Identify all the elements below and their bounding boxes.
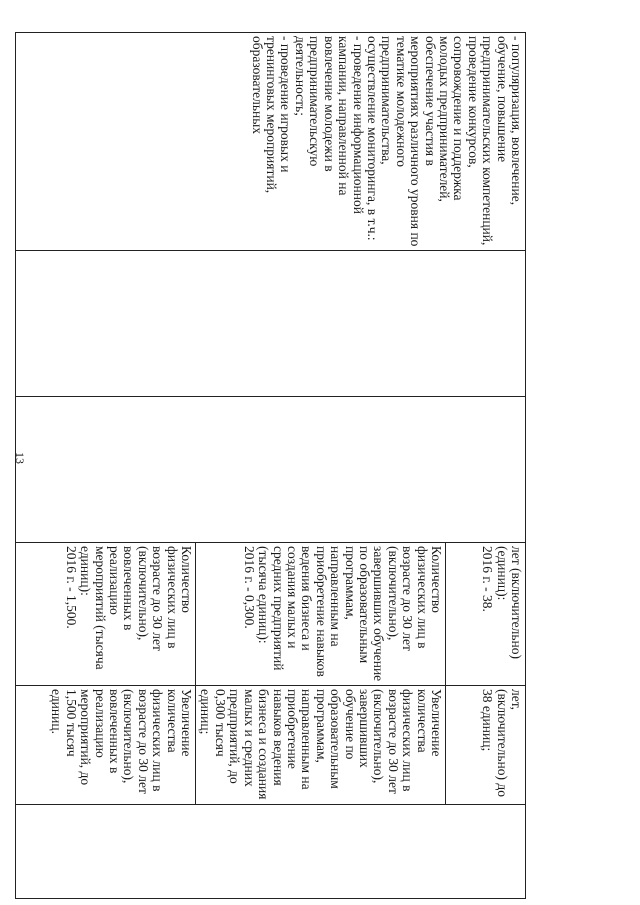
indicator-cell: лет (включительно) (единиц): 2016 г. - 38. bbox=[446, 543, 526, 686]
indicator-cell: Количество физических лиц в возрасте до 30 лет (включительно), завершивших обучение по образовательным программам, направленным на приобретение навыков ведения бизнеса и создания малых и средних предприятий (тысяча единиц): 2016 г. - 0,300. bbox=[196, 543, 446, 686]
table-row bbox=[446, 33, 526, 899]
indicator-cell: Количество физических лиц в возрасте до 30 лет (включительно), вовлеченных в реализацию мероприятий (тысяча единиц): 2016 г. - 1,500. bbox=[16, 543, 196, 686]
empty-cell bbox=[16, 251, 526, 397]
result-cell: Увеличение количества физических лиц в возрасте до 30 лет (включительно), завершивших обучение по образовательным программам, направленным на приобретение навыков ведения бизнеса и создания малых и средних предприятий, до 0,300 тысяч единиц; bbox=[196, 686, 446, 805]
rotated-table-wrapper bbox=[49, 32, 526, 898]
empty-cell bbox=[16, 805, 526, 899]
result-cell: Увеличение количества физических лиц в возрасте до 30 лет (включительно), вовлеченных в реализацию мероприятий, до 1,500 тысяч единиц. bbox=[16, 686, 196, 805]
measures-cell: - популяризация, вовлечение, обучение, повышение предпринимательских компетенций, проведение конкурсов, сопровождение и поддержка молодых предпринимателей, обеспечение участия в мероприятиях различного уровня по тематике молодежного предпринимательства, осуществление мониторинга, в т.ч.: - проведение информационной кампании, направленной на вовлечение молодежи в предпринимательскую деятельность; - проведение игровых и тренинговых мероприятий, образовательных bbox=[16, 33, 526, 251]
program-table bbox=[15, 32, 526, 899]
page-number: 13 bbox=[13, 452, 27, 464]
empty-cell bbox=[16, 397, 526, 543]
result-cell: лет, (включительно) до 38 единиц; bbox=[446, 686, 526, 805]
